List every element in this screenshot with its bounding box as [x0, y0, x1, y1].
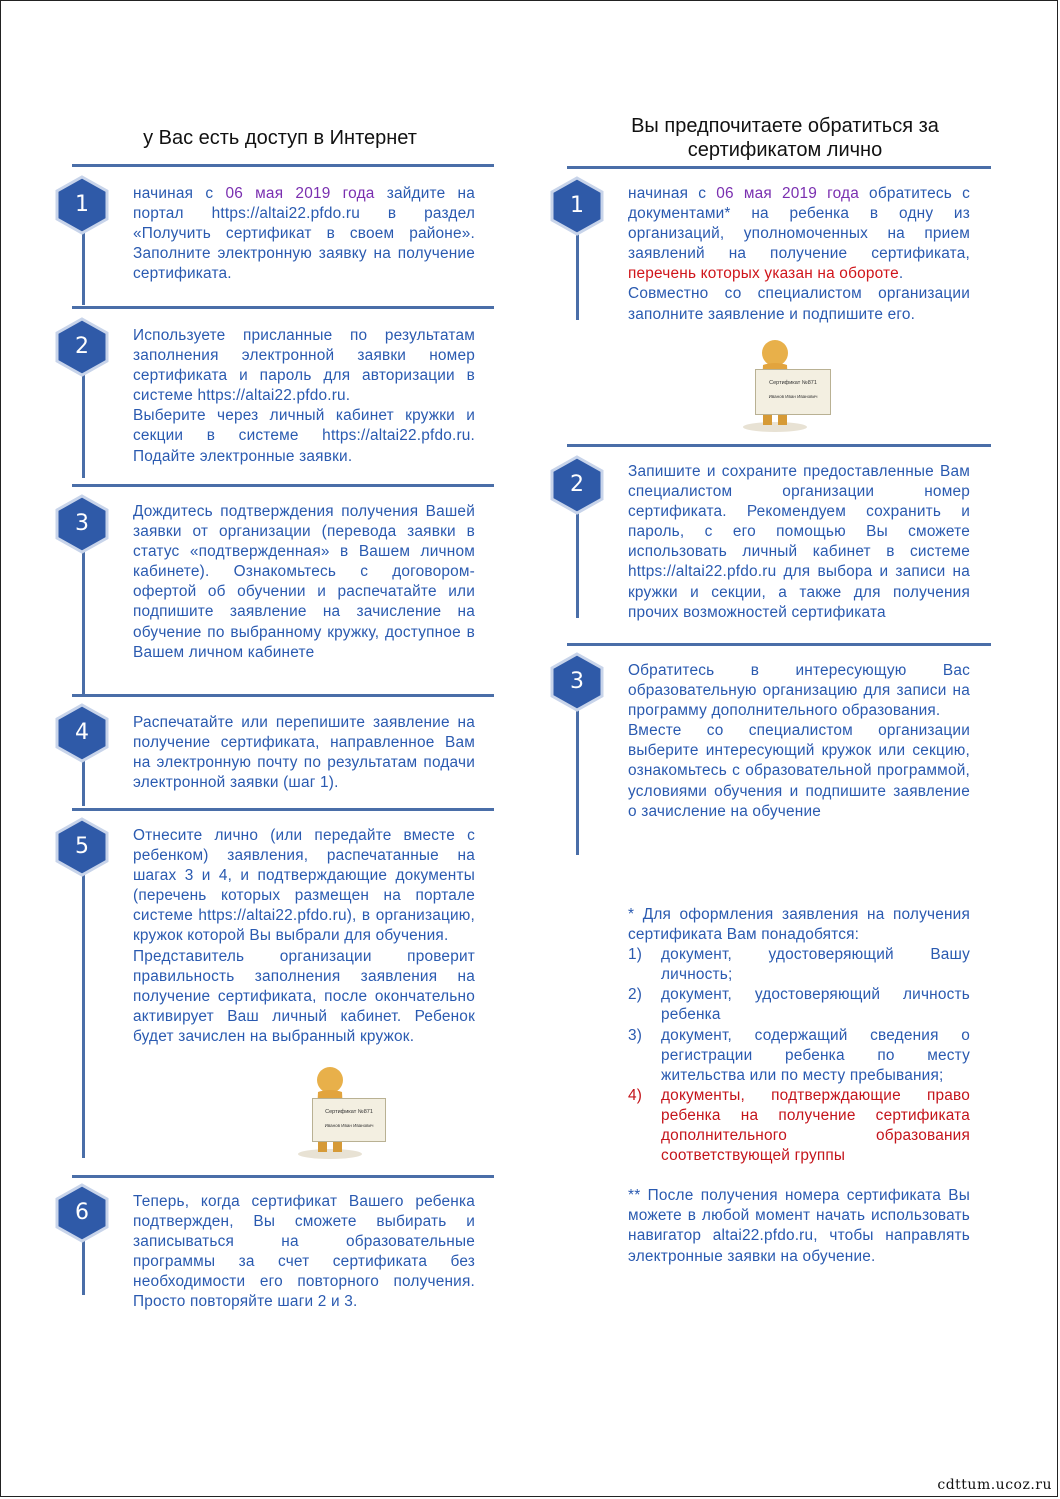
- left-step-5-text: [133, 826, 475, 1047]
- step-number: 2: [75, 334, 89, 359]
- step-connector: [82, 858, 85, 1158]
- list-number: 3): [628, 1026, 643, 1044]
- step-divider: [567, 444, 991, 447]
- list-text: документ, удостоверяющий Вашу личность;: [661, 946, 970, 984]
- step-divider: [567, 643, 991, 646]
- paragraph: Вместе со специалистом организации выберите интересующий кружок или секцию, ознакомьтесь с образовательной программой, условиями обучения и подпишите заявление о зачисление на обучение: [628, 722, 970, 820]
- step-badge: [54, 1183, 110, 1243]
- left-column-header: у Вас есть доступ в Интернет: [143, 127, 417, 149]
- footnote-intro: * Для оформления заявления на получения сертификата Вам понадобятся:: [628, 906, 970, 944]
- left-step-3-text: [133, 502, 475, 663]
- list-item: [628, 985, 970, 1025]
- right-header-line2: сертификатом лично: [687, 139, 883, 161]
- step-divider: [72, 484, 494, 487]
- step-badge: [54, 175, 110, 235]
- step-number: 1: [75, 192, 89, 217]
- certificate-card-title: Сертификат №871: [769, 380, 817, 386]
- paragraph: Обратитесь в интересующую Вас образовательную организацию для записи на программу дополнительного образования.: [628, 662, 970, 720]
- step-number: 5: [75, 834, 89, 859]
- certificate-figure: [290, 1062, 390, 1162]
- list-item: [628, 1026, 970, 1086]
- step-number: 2: [570, 472, 584, 497]
- list-item: [628, 945, 970, 985]
- step-divider: [72, 164, 494, 167]
- text-run: начиная с: [628, 185, 717, 202]
- left-step-1-text: [133, 184, 475, 284]
- text-run: обратитесь с документами* на ребенка в одну из организаций, уполномоченных на прием заявлений на получение сертификата,: [628, 185, 970, 263]
- left-step-4-text: [133, 713, 475, 793]
- certificate-card-name: Иванов Иван Иванович: [324, 1123, 374, 1128]
- left-step-2-text: [133, 326, 475, 467]
- step-number: 3: [570, 669, 584, 694]
- right-step-2-text: [628, 462, 970, 623]
- step-divider: [72, 1175, 494, 1178]
- step-connector: [576, 695, 579, 855]
- paragraph: Выберите через личный кабинет кружки и секции в системе https://altai22.pfdo.ru. Подайте электронные заявки.: [133, 407, 475, 465]
- text-run: зайдите на портал https://altai22.pfdo.ru в раздел «Получить сертификат в своем районе». Заполните электронную заявку на получение сертификата.: [133, 185, 475, 283]
- list-text: документы, подтверждающие право ребенка на получение сертификата дополнительного образования соответствующей группы: [661, 1086, 970, 1165]
- paragraph: Теперь, когда сертификат Вашего ребенка подтвержден, Вы сможете выбирать и записываться на образовательные программы за счет сертификата без необходимости его повторного получения. Просто повторяйте шаги 2 и 3.: [133, 1193, 475, 1311]
- list-number: 1): [628, 946, 643, 964]
- step-divider: [72, 808, 494, 811]
- right-header-line1: Вы предпочитаете обратиться за: [631, 115, 939, 137]
- right-step-1-text: [628, 184, 970, 325]
- certificate-card-name: Иванов Иван Иванович: [768, 394, 818, 399]
- step-badge: [54, 317, 110, 377]
- left-step-6-text: [133, 1192, 475, 1313]
- step-badge: [549, 455, 605, 515]
- list-text: документ, содержащий сведения о регистрации ребенка по месту жительства или по месту пребывания;: [661, 1026, 970, 1084]
- step-divider: [72, 306, 494, 309]
- certificate-card: [755, 369, 831, 415]
- list-item: [628, 1086, 970, 1166]
- certificate-figure: [735, 335, 835, 435]
- date-highlight: 06 мая 2019 года: [225, 185, 375, 202]
- right-step-3-text: [628, 661, 970, 822]
- paragraph: Дождитесь подтверждения получения Вашей заявки от организации (перевода заявки в статус «подтвержденная» в Вашем личном кабинете). Ознакомьтесь с договором-офертой об обучении и распечатайте или подпишите заявление на зачисление на обучение по выбранному кружку, доступное в Вашем личном кабинете: [133, 503, 475, 661]
- paragraph: Отнесите лично (или передайте вместе с ребенком) заявления, распечатанные на шагах 3 и 4, и подтверждающие документы (перечень которых размещен на портале системе https://altai22.pfdo.ru), в организацию, кружок которой Вы выбрали для обучения.: [133, 827, 475, 945]
- text-run: .: [898, 265, 904, 283]
- paragraph: Распечатайте или перепишите заявление на получение сертификата, направленное Вам на электронную почту по результатам подачи электронной заявки (шаг 1).: [133, 714, 475, 792]
- step-badge: [54, 817, 110, 877]
- list-number: 4): [628, 1086, 643, 1104]
- step-badge: [54, 494, 110, 554]
- step-divider: [567, 166, 991, 169]
- paragraph: Запишите и сохраните предоставленные Вам специалистом организации номер сертификата. Рекомендуем сохранить и пароль, с его помощью Вы сможете использовать личный кабинет в системе https://altai22.pfdo.ru для выбора и записи на кружки и секции, а также для получения прочих возможностей сертификата: [628, 463, 970, 621]
- step-number: 4: [75, 720, 89, 745]
- red-highlight: перечень которых указан на обороте: [628, 265, 899, 283]
- step-number: 6: [75, 1200, 89, 1225]
- step-connector: [82, 535, 85, 695]
- right-column-header: [590, 114, 980, 162]
- watermark: cdttum.ucoz.ru: [937, 1477, 1052, 1493]
- step-number: 1: [570, 193, 584, 218]
- certificate-card-title: Сертификат №871: [325, 1109, 373, 1115]
- footnote-note2: ** После получения номера сертификата Вы можете в любой момент начать использовать навигатор altai22.pfdo.ru, чтобы направлять электронные заявки на обучение.: [628, 1187, 970, 1265]
- step-divider: [72, 694, 494, 697]
- step-number: 3: [75, 511, 89, 536]
- paragraph: Используете присланные по результатам заполнения электронной заявки номер сертификата и пароль для авторизации в системе https://altai22.pfdo.ru.: [133, 327, 475, 405]
- step-badge: [54, 703, 110, 763]
- documents-footnote: [628, 905, 970, 1267]
- date-highlight: 06 мая 2019 года: [716, 185, 859, 202]
- certificate-card: [312, 1098, 386, 1142]
- text-run: начиная с: [133, 185, 226, 202]
- list-number: 2): [628, 986, 643, 1004]
- step-badge: [549, 176, 605, 236]
- paragraph: Представитель организации проверит правильность заполнения заявления на получение сертификата, после окончательно активирует Ваш личный кабинет. Ребенок будет зачислен на выбранный кружок.: [133, 947, 475, 1045]
- step-badge: [549, 652, 605, 712]
- paragraph: Совместно со специалистом организации заполните заявление и подпишите его.: [628, 285, 970, 323]
- list-text: документ, удостоверяющий личность ребенка: [661, 986, 970, 1024]
